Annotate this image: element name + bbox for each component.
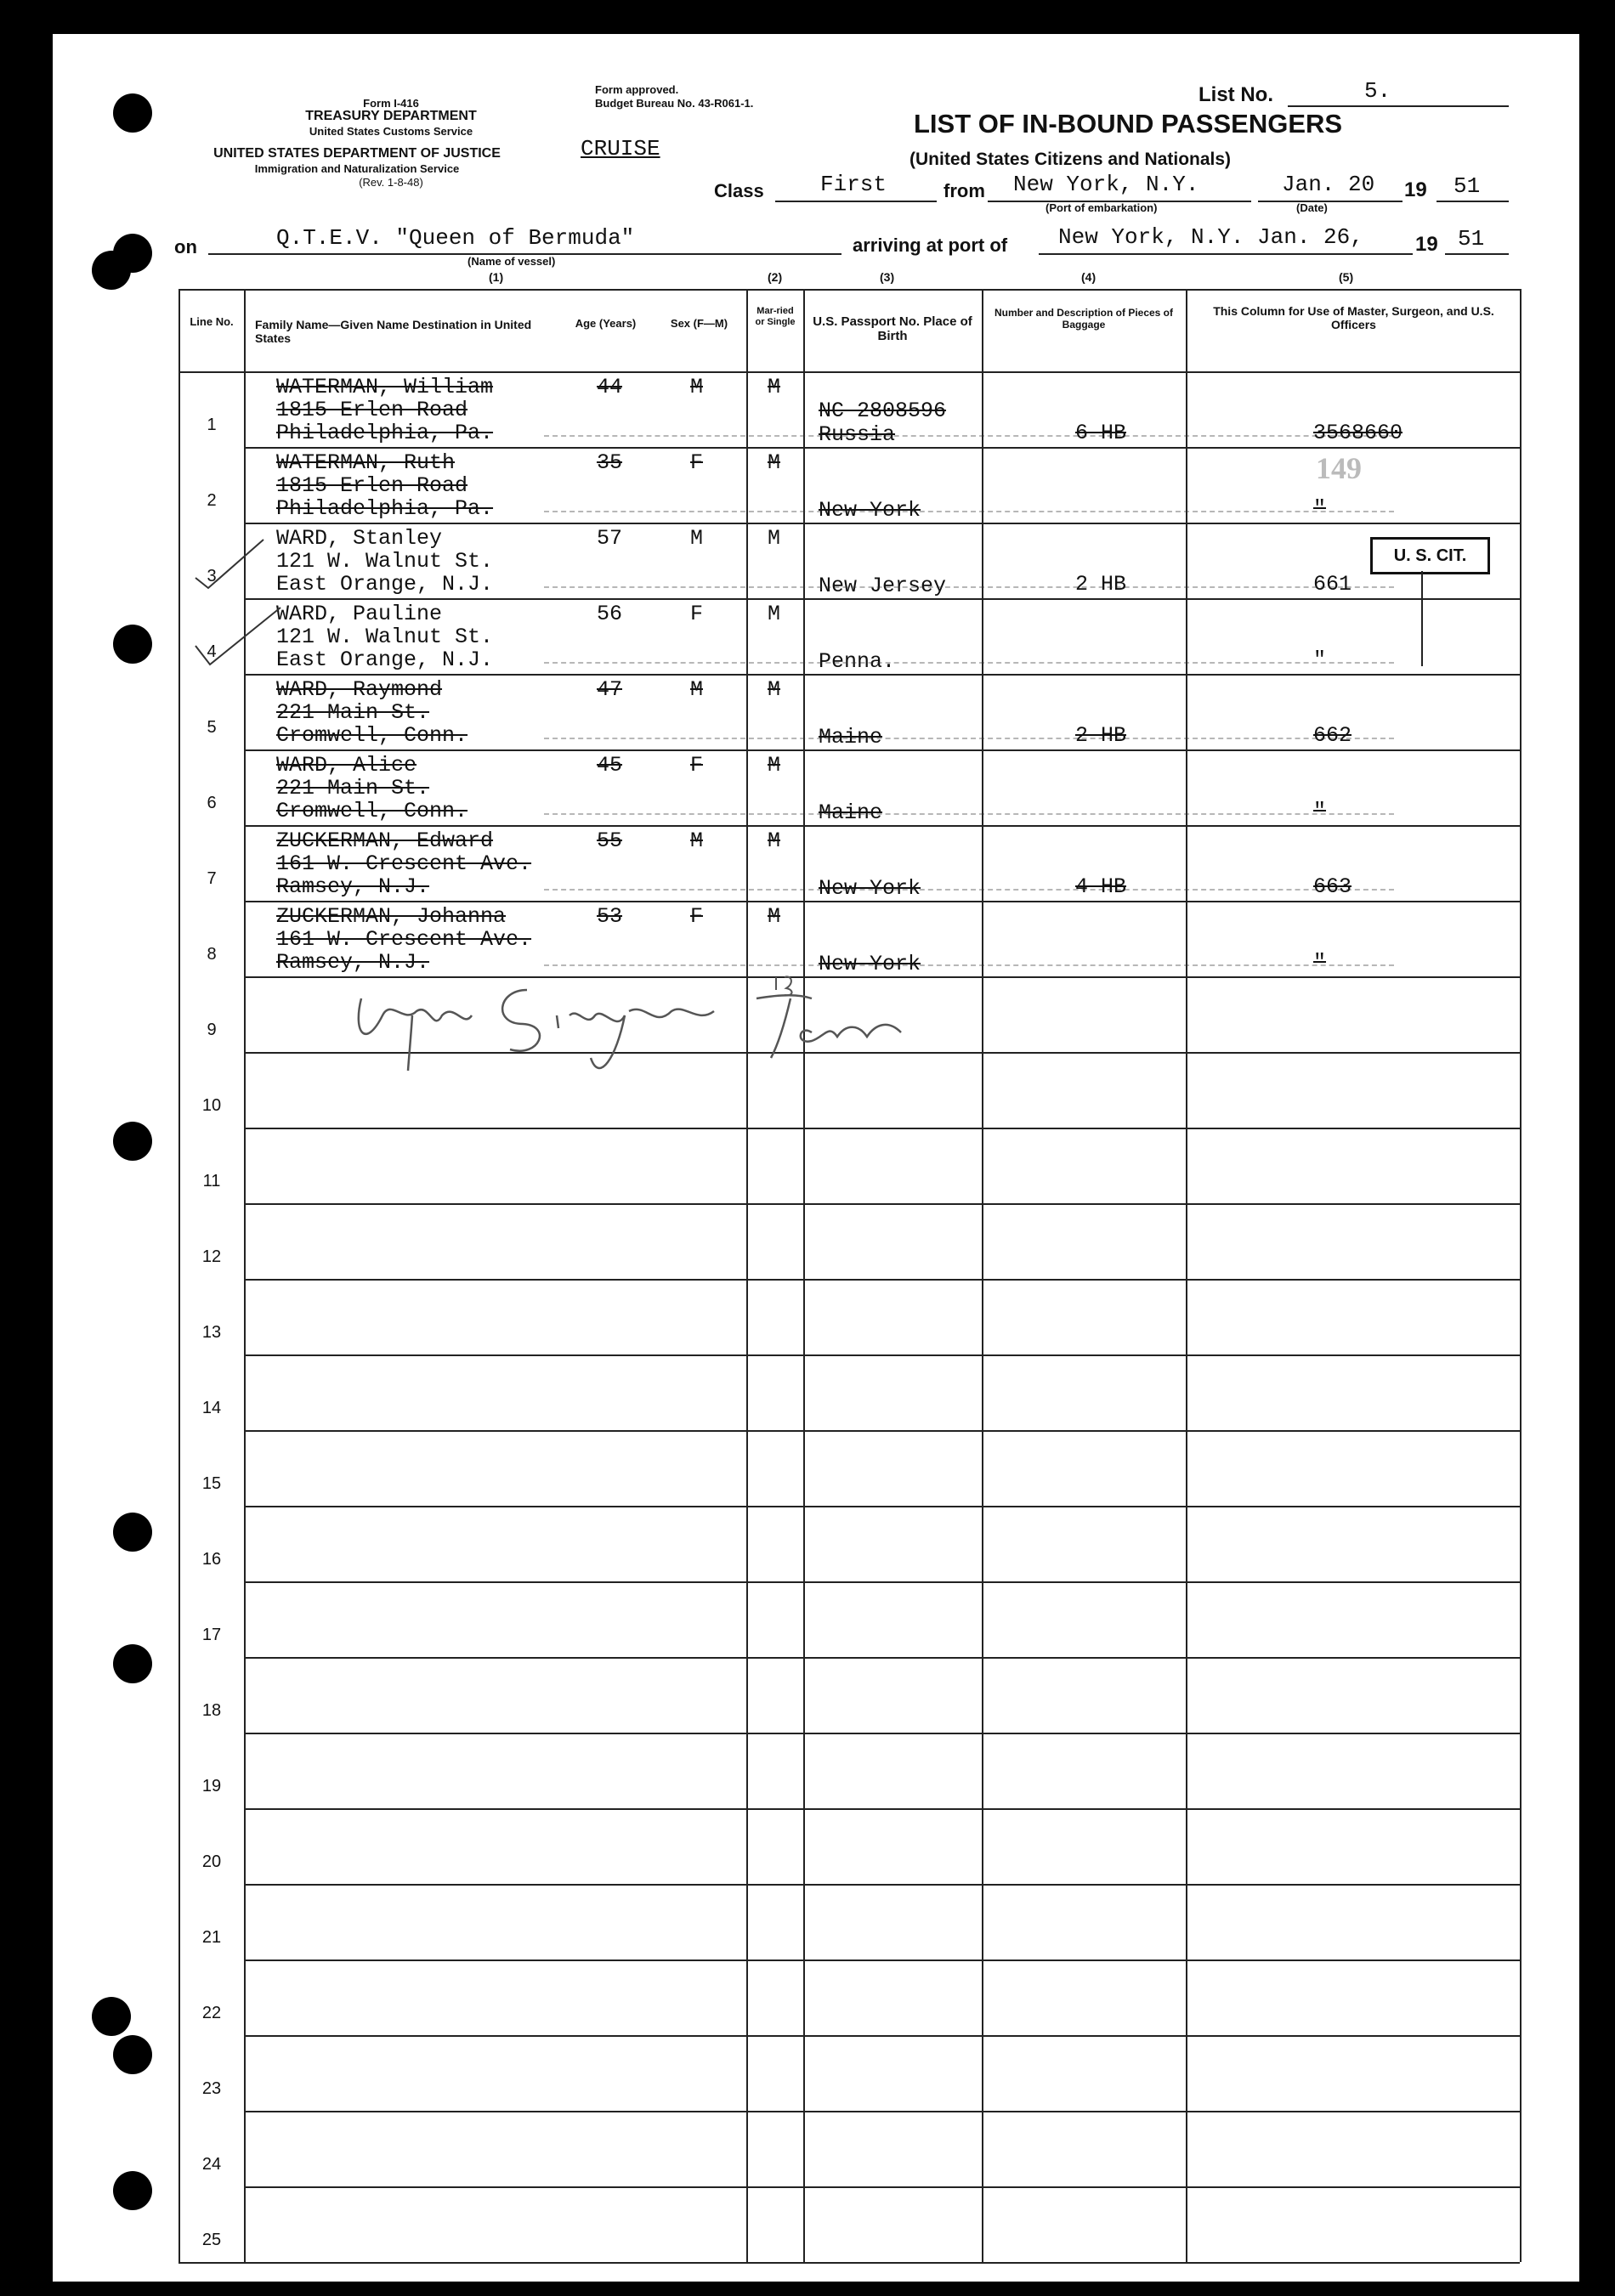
- passenger-marital: M: [768, 526, 781, 551]
- passenger-marital: M: [768, 450, 781, 475]
- passenger-city: Cromwell, Conn.: [276, 799, 468, 823]
- line-number: 17: [201, 1626, 222, 1644]
- line-number: 18: [201, 1701, 222, 1720]
- line-number: 22: [201, 2004, 222, 2022]
- passenger-marital: M: [768, 828, 781, 853]
- row-divider: [244, 1657, 1520, 1659]
- date-value: Jan. 20: [1282, 172, 1375, 197]
- form-number: Form I-416: [363, 97, 419, 110]
- punch-hole: [113, 2171, 152, 2210]
- passenger-sex: F: [690, 904, 704, 929]
- passenger-city: Philadelphia, Pa.: [276, 421, 494, 445]
- line-number: 3: [207, 567, 217, 585]
- punch-hole: [113, 1513, 152, 1552]
- header-baggage: Number and Description of Pieces of Baggage: [994, 307, 1174, 331]
- row-divider: [244, 1279, 1520, 1281]
- check-mark: [191, 535, 268, 595]
- passenger-name: WARD, Pauline: [276, 602, 443, 626]
- passenger-age: 57: [597, 526, 623, 551]
- arrival-year-prefix: 19: [1415, 233, 1438, 256]
- line-number: 15: [201, 1474, 222, 1493]
- line-number: 4: [207, 642, 217, 661]
- row-divider: [244, 1884, 1520, 1886]
- form-approved: Form approved.: [595, 83, 679, 96]
- passenger-birthplace: Penna.: [819, 649, 896, 674]
- customs-service: United States Customs Service: [309, 125, 473, 138]
- col-number-3: (3): [880, 270, 895, 284]
- passenger-city: Ramsey, N.J.: [276, 950, 430, 975]
- officer-note: ": [1313, 950, 1327, 975]
- list-no-label: List No.: [1198, 83, 1273, 106]
- punch-hole: [113, 625, 152, 664]
- fill-line: [544, 738, 1394, 739]
- row-divider: [244, 1354, 1520, 1356]
- row-divider: [244, 749, 1520, 751]
- row-divider: [244, 523, 1520, 524]
- officer-note: ": [1313, 648, 1327, 672]
- row-divider: [244, 598, 1520, 600]
- passenger-birthplace: Maine: [819, 800, 883, 825]
- punch-hole: [113, 2035, 152, 2074]
- line-number: 12: [201, 1247, 222, 1266]
- passenger-baggage: 2 HB: [1075, 572, 1127, 597]
- row-divider: [244, 2035, 1520, 2037]
- passenger-marital: M: [768, 375, 781, 399]
- passenger-city: Philadelphia, Pa.: [276, 496, 494, 521]
- row-divider: [244, 2186, 1520, 2188]
- passenger-address: 121 W. Walnut St.: [276, 625, 494, 649]
- row-divider: [244, 2262, 1520, 2264]
- passenger-birthplace: New York: [819, 876, 921, 901]
- fill-line: [544, 813, 1394, 815]
- arrival-year: 51: [1458, 226, 1485, 252]
- passenger-sex: M: [690, 375, 704, 399]
- immigration-service: Immigration and Naturalization Service: [254, 162, 460, 175]
- passenger-marital: M: [768, 904, 781, 929]
- cruise-label: CRUISE: [581, 136, 660, 161]
- col-number-5: (5): [1339, 270, 1354, 284]
- passenger-sex: F: [690, 602, 704, 626]
- class-value: First: [820, 172, 887, 197]
- passenger-marital: M: [768, 677, 781, 702]
- form-subtitle: (United States Citizens and Nationals): [910, 150, 1232, 169]
- line-number: 2: [207, 491, 217, 510]
- officer-note: 663: [1313, 874, 1352, 899]
- passenger-name: ZUCKERMAN, Edward: [276, 828, 494, 853]
- line-number: 9: [207, 1021, 217, 1039]
- year-value: 51: [1454, 173, 1481, 199]
- from-label: from: [944, 180, 985, 201]
- row-divider: [244, 1960, 1520, 1961]
- line-number: 10: [201, 1096, 222, 1115]
- passenger-birthplace: New Jersey: [819, 574, 947, 598]
- punch-hole: [92, 251, 131, 290]
- passenger-birthplace: New York: [819, 498, 921, 523]
- passenger-age: 47: [597, 677, 623, 702]
- passenger-age: 44: [597, 375, 623, 399]
- header-age: Age (Years): [575, 317, 637, 330]
- officer-note: ": [1313, 799, 1327, 823]
- passenger-name: ZUCKERMAN, Johanna: [276, 904, 507, 929]
- row-divider: [244, 1203, 1520, 1205]
- budget-bureau: Budget Bureau No. 43-R061-1.: [595, 97, 754, 110]
- vessel-caption: (Name of vessel): [468, 255, 556, 268]
- col-number-1: (1): [489, 270, 504, 284]
- passenger-name: WARD, Raymond: [276, 677, 443, 702]
- class-label: Class: [714, 180, 764, 201]
- header-passport: U.S. Passport No. Place of Birth: [813, 314, 972, 344]
- passenger-birthplace: New York: [819, 952, 921, 976]
- fill-line: [544, 586, 1394, 588]
- officer-note: 661: [1313, 572, 1352, 597]
- line-number: 25: [201, 2231, 222, 2249]
- line-number: 24: [201, 2155, 222, 2174]
- on-label: on: [174, 236, 197, 257]
- line-number: 8: [207, 945, 217, 964]
- passenger-age: 53: [597, 904, 623, 929]
- passenger-address: 1815 Erlen Road: [276, 398, 468, 422]
- passenger-sex: M: [690, 828, 704, 853]
- treasury-department: TREASURY DEPARTMENT: [305, 109, 477, 123]
- row-divider: [244, 1733, 1520, 1734]
- passenger-birthplace: Maine: [819, 725, 883, 749]
- officer-note: ": [1313, 496, 1327, 521]
- passenger-age: 56: [597, 602, 623, 626]
- passenger-city: East Orange, N.J.: [276, 572, 494, 597]
- header-married: Mar-ried or Single: [755, 306, 796, 327]
- passenger-sex: F: [690, 450, 704, 475]
- form-title: LIST OF IN-BOUND PASSENGERS: [914, 109, 1343, 139]
- passenger-name: WARD, Stanley: [276, 526, 443, 551]
- department-of-justice: UNITED STATES DEPARTMENT OF JUSTICE: [213, 146, 501, 161]
- passenger-baggage: 2 HB: [1075, 723, 1127, 748]
- passenger-name: WARD, Alice: [276, 753, 417, 778]
- punch-hole: [113, 1644, 152, 1683]
- passenger-address: 121 W. Walnut St.: [276, 549, 494, 574]
- row-divider: [244, 825, 1520, 827]
- passenger-baggage: 4 HB: [1075, 874, 1127, 899]
- officer-note: 3568660: [1313, 421, 1403, 445]
- row-divider: [244, 674, 1520, 676]
- line-number: 20: [201, 1852, 222, 1871]
- line-number: 16: [201, 1550, 222, 1569]
- stamp-number: 149: [1316, 451, 1362, 485]
- header-name: Family Name—Given Name Destination in United States: [255, 318, 532, 346]
- passenger-city: Cromwell, Conn.: [276, 723, 468, 748]
- row-divider: [244, 1506, 1520, 1507]
- passenger-name: WATERMAN, William: [276, 375, 494, 399]
- line-number: 6: [207, 794, 217, 812]
- passenger-age: 55: [597, 828, 623, 853]
- passenger-baggage: 6 HB: [1075, 421, 1127, 445]
- fill-line: [544, 662, 1394, 664]
- passenger-address: 221 Main St.: [276, 700, 430, 725]
- year-prefix: 19: [1404, 178, 1427, 201]
- line-number: 23: [201, 2079, 222, 2098]
- punch-hole: [113, 1122, 152, 1161]
- header-officers: This Column for Use of Master, Surgeon, and U.S. Officers: [1213, 304, 1494, 332]
- inspector-signature: [336, 964, 948, 1109]
- line-number: 13: [201, 1323, 222, 1342]
- passenger-passport: NC 2808596: [819, 399, 947, 423]
- passenger-address: 161 W. Crescent Ave.: [276, 927, 532, 952]
- col-number-4: (4): [1081, 270, 1096, 284]
- line-number: 14: [201, 1399, 222, 1417]
- arrival-value: New York, N.Y. Jan. 26,: [1058, 224, 1363, 250]
- row-divider: [244, 1581, 1520, 1583]
- punch-hole: [92, 1997, 131, 2036]
- passenger-sex: F: [690, 753, 704, 778]
- passenger-address: 221 Main St.: [276, 776, 430, 800]
- passenger-sex: M: [690, 526, 704, 551]
- line-number: 21: [201, 1928, 222, 1947]
- passenger-marital: M: [768, 602, 781, 626]
- row-divider: [244, 2111, 1520, 2112]
- line-number: 11: [202, 1172, 221, 1190]
- fill-line: [544, 511, 1394, 512]
- list-no-value: 5.: [1364, 78, 1391, 104]
- row-divider: [244, 901, 1520, 902]
- passenger-city: Ramsey, N.J.: [276, 874, 430, 899]
- arriving-label: arriving at port of: [853, 235, 1008, 256]
- col-number-2: (2): [768, 270, 783, 284]
- line-number: 19: [201, 1777, 222, 1796]
- row-divider: [244, 1128, 1520, 1129]
- passenger-marital: M: [768, 753, 781, 778]
- fill-line: [544, 435, 1394, 437]
- row-divider: [244, 447, 1520, 449]
- us-citizen-stamp: U. S. CIT.: [1370, 537, 1490, 574]
- passenger-city: East Orange, N.J.: [276, 648, 494, 672]
- officer-note: 662: [1313, 723, 1352, 748]
- from-value: New York, N.Y.: [1013, 172, 1199, 197]
- passenger-sex: M: [690, 677, 704, 702]
- line-number: 7: [207, 869, 217, 888]
- passenger-age: 35: [597, 450, 623, 475]
- form-revision: (Rev. 1-8-48): [359, 176, 423, 189]
- vessel-name: Q.T.E.V. "Queen of Bermuda": [276, 225, 635, 251]
- line-number: 5: [207, 718, 217, 737]
- check-mark: [191, 603, 285, 671]
- row-divider: [244, 1430, 1520, 1432]
- fill-line: [544, 889, 1394, 891]
- header-line-no: Line No.: [190, 315, 234, 328]
- passenger-name: WATERMAN, Ruth: [276, 450, 456, 475]
- header-sex: Sex (F—M): [670, 317, 728, 330]
- passenger-birthplace: Russia: [819, 422, 896, 447]
- passenger-age: 45: [597, 753, 623, 778]
- row-divider: [244, 1808, 1520, 1810]
- port-caption: (Port of embarkation): [1046, 201, 1158, 214]
- passenger-address: 1815 Erlen Road: [276, 473, 468, 498]
- date-caption: (Date): [1296, 201, 1328, 214]
- line-number: 1: [207, 416, 217, 434]
- passenger-address: 161 W. Crescent Ave.: [276, 851, 532, 876]
- punch-hole: [113, 93, 152, 133]
